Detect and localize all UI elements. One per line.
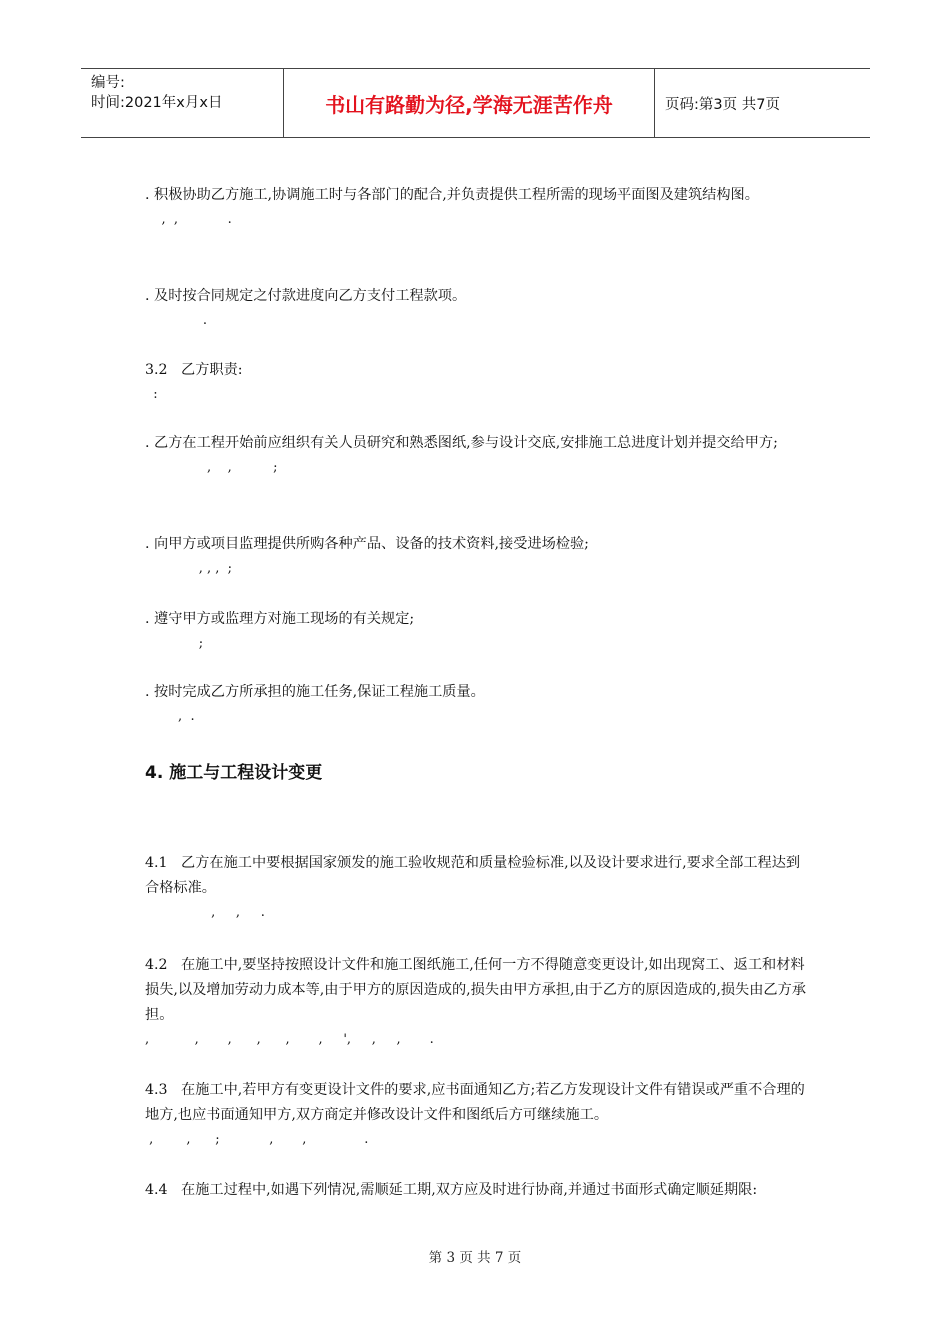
clause-number: 4.3 xyxy=(145,1082,168,1098)
paragraph-subline: . xyxy=(145,313,207,328)
clause-text: 在施工过程中,如遇下列情况,需顺延工期,双方应及时进行协商,并通过书面形式确定顺延期限: xyxy=(181,1182,758,1198)
clause-text: 在施工中,若甲方有变更设计文件的要求,应书面通知乙方;若乙方发现设计文件有错误或严重不合理的地方,也应书面通知甲方,双方商定并修改设计文件和图纸后方可继续施工。 xyxy=(145,1082,805,1123)
paragraph-subline: , , . xyxy=(145,212,232,227)
clause-number: 3.2 xyxy=(145,362,168,378)
page-footer: 第 3 页 共 7 页 xyxy=(428,1250,522,1266)
paragraph-text: . 向甲方或项目监理提供所购各种产品、设备的技术资料,接受进场检验; xyxy=(145,536,589,552)
paragraph-text: . 乙方在工程开始前应组织有关人员研究和熟悉图纸,参与设计交底,安排施工总进度计划并提交给甲方; xyxy=(145,435,778,451)
paragraph-block xyxy=(145,183,810,230)
paragraph-subline: , . xyxy=(145,709,195,724)
paragraph-text: . 及时按合同规定之付款进度向乙方支付工程款项。 xyxy=(145,288,467,304)
paragraph-text xyxy=(145,953,810,1028)
header-page-label: 页码:第3页 共7页 xyxy=(665,96,780,113)
paragraph-block xyxy=(145,851,810,923)
document-number-label: 编号: xyxy=(91,75,125,91)
paragraph-subline: , , , ; xyxy=(145,561,233,576)
paragraph-subline: : xyxy=(145,387,158,402)
paragraph-block xyxy=(145,358,810,405)
paragraph-block xyxy=(145,953,810,1050)
paragraph-text xyxy=(145,1178,810,1203)
document-time-label: 时间:2021年x月x日 xyxy=(91,95,223,111)
paragraph-block xyxy=(145,431,810,478)
clause-number: 4.1 xyxy=(145,855,168,871)
clause-number: 4.4 xyxy=(145,1182,168,1198)
header-motto: 书山有路勤为径,学海无涯苦作舟 xyxy=(325,92,613,117)
paragraph-block xyxy=(145,1178,810,1203)
paragraph-text: . 按时完成乙方所承担的施工任务,保证工程施工质量。 xyxy=(145,684,485,700)
paragraph-subline: , , , , , , ', , , . xyxy=(145,1032,434,1047)
paragraph-text xyxy=(145,851,810,901)
clause-number: 4.2 xyxy=(145,957,168,973)
paragraph-text: . 积极协助乙方施工,协调施工时与各部门的配合,并负责提供工程所需的现场平面图及建筑结构图。 xyxy=(145,187,759,203)
paragraph-block xyxy=(145,680,810,727)
section-heading: 4. 施工与工程设计变更 xyxy=(145,763,323,783)
document-header xyxy=(81,68,870,138)
paragraph-block xyxy=(145,607,810,654)
paragraph-subline: ; xyxy=(145,636,204,651)
paragraph-block xyxy=(145,1078,810,1150)
paragraph-subline: , , . xyxy=(145,905,265,920)
header-meta xyxy=(91,73,222,113)
paragraph-text xyxy=(145,1078,810,1128)
clause-text: 乙方职责: xyxy=(181,362,243,378)
clause-text: 在施工中,要坚持按照设计文件和施工图纸施工,任何一方不得随意变更设计,如出现窝工、返工和材料损失,以及增加劳动力成本等,由于甲方的原因造成的,损失由甲方承担,由于乙方的原因造成的,损失由乙方承担。 xyxy=(145,957,806,1023)
paragraph-subline: , , ; xyxy=(145,460,278,475)
paragraph-text xyxy=(145,358,810,383)
clause-text: 乙方在施工中要根据国家颁发的施工验收规范和质量检验标准,以及设计要求进行,要求全部工程达到合格标准。 xyxy=(145,855,801,896)
paragraph-subline: , , ; , , . xyxy=(145,1132,369,1147)
paragraph-block xyxy=(145,284,810,331)
paragraph-block xyxy=(145,532,810,579)
header-divider xyxy=(654,69,655,137)
paragraph-text: . 遵守甲方或监理方对施工现场的有关规定; xyxy=(145,611,415,627)
